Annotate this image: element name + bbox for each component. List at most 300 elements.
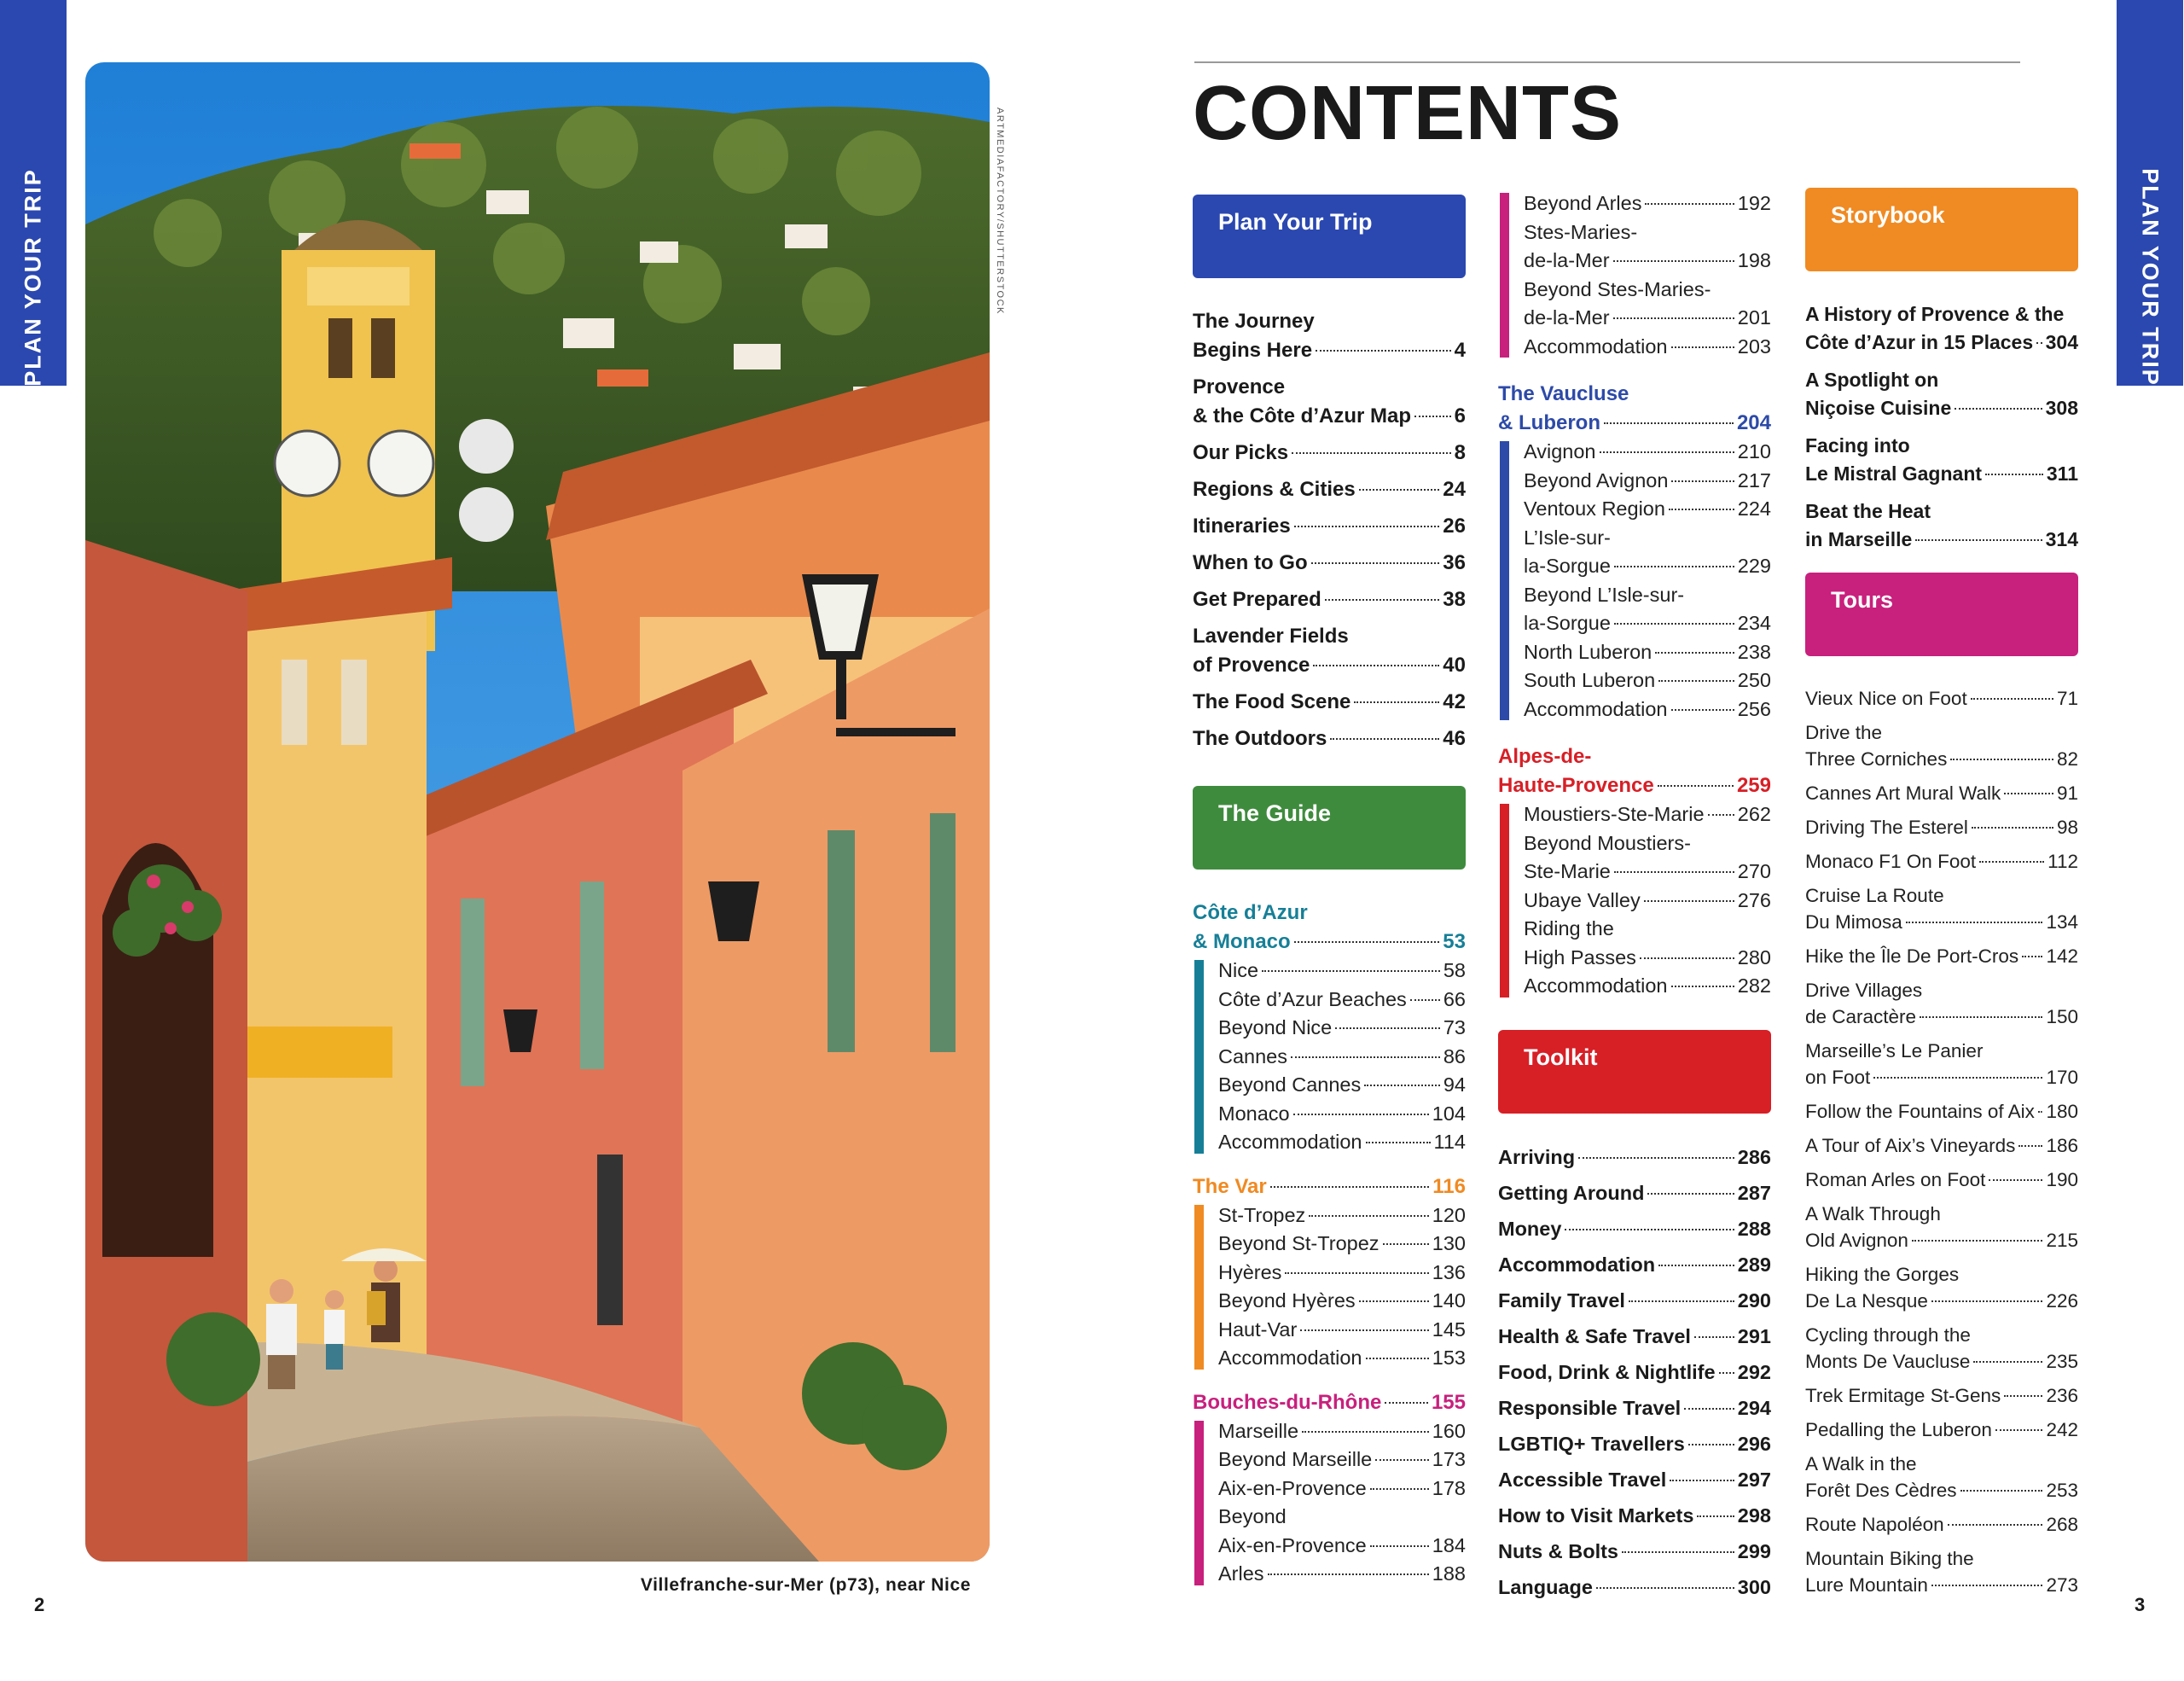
region-subitem (1524, 495, 1771, 524)
leader-dots (1906, 922, 2043, 923)
entry-label: in Marseille (1805, 528, 1913, 550)
entry-label: Marseille (1218, 1419, 1299, 1442)
leader-dots (1604, 422, 1734, 424)
entry-page: 286 (1737, 1145, 1771, 1168)
entry-label: Route Napoléon (1805, 1514, 1944, 1535)
entry-label: Beyond Arles (1524, 192, 1642, 214)
entry-line (1498, 1573, 1771, 1602)
entry-label: la-Sorgue (1524, 612, 1611, 634)
entry-text-line: Hiking the Gorges (1805, 1264, 1960, 1285)
entry-line (1218, 1071, 1466, 1100)
leader-dots (1989, 1179, 2042, 1181)
leader-dots (1370, 1545, 1429, 1547)
side-tab-left-label: PLAN YOUR TRIP (20, 168, 46, 387)
entry-page: 40 (1443, 654, 1466, 677)
entry-page: 242 (2046, 1419, 2078, 1440)
region-title (1193, 1172, 1466, 1201)
tour-entry (1805, 719, 2078, 772)
entry-page: 116 (1432, 1174, 1466, 1198)
tour-entry (1805, 1545, 2078, 1598)
entry-label: Beyond Nice (1218, 1016, 1333, 1038)
entry-line (1805, 1003, 2078, 1030)
leader-dots (2022, 956, 2042, 957)
region-subitem (1524, 829, 1771, 887)
entry-page: 304 (2045, 331, 2078, 353)
toolkit-header: Toolkit (1498, 1030, 1771, 1114)
region-subitem (1218, 1100, 1466, 1129)
entry-page: 253 (2046, 1480, 2078, 1501)
toolkit-entry (1498, 1537, 1771, 1566)
region-bouches-du-rhone (1193, 1388, 1466, 1589)
plan-entry (1193, 622, 1466, 680)
leader-dots (1973, 1361, 2042, 1363)
entry-page: 160 (1432, 1419, 1466, 1442)
entry-label: Language (1498, 1575, 1593, 1598)
entry-page: 38 (1443, 588, 1466, 611)
leader-dots (1383, 1243, 1429, 1245)
entry-label: & Luberon (1498, 411, 1600, 434)
entry-label: When to Go (1193, 551, 1308, 574)
entry-line (1193, 439, 1466, 468)
tour-entry (1805, 780, 2078, 806)
entry-page: 280 (1737, 945, 1771, 968)
toolkit-entry (1498, 1429, 1771, 1458)
region-subitem (1524, 581, 1771, 638)
leader-dots (1600, 451, 1734, 453)
leader-dots (1294, 526, 1440, 527)
entry-line (1218, 1259, 1466, 1288)
region-alpes (1498, 742, 1771, 1001)
entry-page: 273 (2046, 1574, 2078, 1596)
entry-line (1805, 1348, 2078, 1375)
entry-page: 229 (1737, 555, 1771, 577)
entry-text-line: Cruise La Route (1805, 885, 1944, 906)
entry-page: 236 (2046, 1385, 2078, 1406)
leader-dots (1614, 871, 1734, 873)
region-cote-azur (1193, 899, 1466, 1157)
leader-dots (1655, 652, 1734, 654)
entry-line (1805, 1227, 2078, 1253)
entry-label: Cannes (1218, 1044, 1287, 1067)
entry-page: 290 (1737, 1288, 1771, 1312)
entry-label: Beyond St-Tropez (1218, 1232, 1380, 1254)
entry-page: 136 (1432, 1260, 1466, 1283)
region-title (1498, 380, 1771, 438)
entry-label: de-la-Mer (1524, 306, 1610, 329)
tour-entry (1805, 1382, 2078, 1409)
entry-page: 291 (1737, 1324, 1771, 1347)
plan-your-trip-header: Plan Your Trip (1193, 195, 1466, 278)
leader-dots (1366, 1358, 1429, 1359)
tour-entry (1805, 943, 2078, 969)
leader-dots (1335, 1027, 1440, 1029)
leader-dots (1671, 986, 1734, 987)
tour-entry (1805, 882, 2078, 935)
leader-dots (1708, 814, 1734, 816)
entry-line (1193, 1172, 1466, 1201)
leader-dots (1912, 1240, 2043, 1242)
entry-label: Ste-Marie (1524, 860, 1611, 882)
entry-line (1193, 585, 1466, 614)
entry-page: 86 (1443, 1044, 1466, 1067)
entry-line (1193, 688, 1466, 717)
tour-entry (1805, 1511, 2078, 1538)
entry-page: 134 (2046, 911, 2078, 933)
entry-line (1498, 1178, 1771, 1207)
leader-dots (1375, 1459, 1429, 1461)
entry-page: 120 (1432, 1203, 1466, 1226)
tour-entry (1805, 1166, 2078, 1193)
region-subitem (1218, 1287, 1466, 1316)
tour-entry (1805, 1451, 2078, 1504)
toolkit-entry (1498, 1178, 1771, 1207)
entry-line (1524, 467, 1771, 496)
entry-line (1218, 1287, 1466, 1316)
entry-line (1498, 1429, 1771, 1458)
region-subitem (1218, 1503, 1466, 1560)
entry-page: 238 (1737, 640, 1771, 663)
entry-label: Trek Ermitage St-Gens (1805, 1385, 2001, 1406)
entry-page: 298 (1737, 1504, 1771, 1527)
entry-label: Haut-Var (1218, 1317, 1298, 1341)
region-subitem (1218, 1014, 1466, 1043)
toolkit-entry (1498, 1322, 1771, 1351)
entry-label: Hyères (1218, 1260, 1282, 1283)
entry-text-line: A Spotlight on (1805, 369, 1939, 391)
entry-line (1498, 1393, 1771, 1422)
tour-entry (1805, 1261, 2078, 1314)
region-subitem (1218, 1043, 1466, 1072)
entry-page: 73 (1443, 1016, 1466, 1038)
entry-label: Arles (1218, 1562, 1264, 1585)
leader-dots (2018, 1145, 2042, 1147)
region-color-bar (1194, 960, 1204, 1154)
entry-page: 130 (1432, 1232, 1466, 1254)
entry-line (1524, 552, 1771, 581)
region-subitem (1218, 1071, 1466, 1100)
entry-page: 276 (1737, 888, 1771, 911)
region-subitem (1524, 666, 1771, 695)
region-subitem (1218, 1259, 1466, 1288)
entry-label: & Monaco (1193, 930, 1291, 953)
region-title (1193, 1388, 1466, 1417)
entry-line (1524, 887, 1771, 916)
region-color-bar (1194, 1421, 1204, 1585)
entry-label: Monaco (1218, 1102, 1290, 1125)
leader-dots (1309, 1215, 1428, 1217)
leader-dots (1293, 1114, 1429, 1115)
entry-page: 300 (1737, 1575, 1771, 1598)
entry-line (1524, 438, 1771, 467)
entry-page: 42 (1443, 690, 1466, 713)
entry-label: Itineraries (1193, 515, 1291, 538)
leader-dots (1385, 1402, 1428, 1404)
storybook-entry (1805, 497, 2078, 554)
region-subitem (1524, 800, 1771, 829)
leader-dots (1920, 1016, 2042, 1018)
entry-label: Beyond Avignon (1524, 468, 1669, 492)
region-subitem (1218, 1316, 1466, 1345)
entry-label: Monts De Vaucluse (1805, 1351, 1971, 1372)
entry-page: 155 (1431, 1390, 1466, 1414)
entry-page: 262 (1737, 803, 1771, 825)
entry-line (1193, 928, 1466, 957)
entry-text-line: Alpes-de- (1498, 745, 1592, 768)
entry-line (1218, 1043, 1466, 1072)
tour-entry (1805, 1132, 2078, 1159)
entry-page: 8 (1454, 441, 1466, 464)
entry-page: 217 (1737, 468, 1771, 492)
entry-label: of Provence (1193, 654, 1310, 677)
entry-text-line: The Journey (1193, 310, 1315, 333)
entry-line (1218, 1316, 1466, 1345)
entry-label: Beyond Hyères (1218, 1289, 1356, 1312)
leader-dots (1565, 1229, 1734, 1230)
entry-page: 198 (1737, 249, 1771, 271)
entry-line (1805, 526, 2078, 554)
tour-entry (1805, 977, 2078, 1030)
column-3 (1805, 188, 2078, 1606)
leader-dots (1671, 346, 1734, 348)
entry-page: 82 (2056, 748, 2078, 770)
entry-label: Our Picks (1193, 441, 1289, 464)
entry-label: la-Sorgue (1524, 555, 1611, 577)
entry-page: 58 (1443, 959, 1466, 981)
region-subitem (1524, 972, 1771, 1001)
region-subitem (1218, 1344, 1466, 1373)
leader-dots (1915, 539, 2042, 541)
the-guide-header: The Guide (1193, 786, 1466, 870)
region-subitem (1524, 467, 1771, 496)
leader-dots (1971, 698, 2053, 700)
leader-dots (1613, 260, 1734, 262)
entry-page: 256 (1737, 697, 1771, 720)
entry-page: 294 (1737, 1396, 1771, 1419)
region-subitem (1218, 957, 1466, 986)
entry-label: Lure Mountain (1805, 1574, 1928, 1596)
leader-dots (1640, 957, 1734, 959)
plan-entry (1193, 475, 1466, 504)
toolkit-entry (1498, 1393, 1771, 1422)
entry-label: Ubaye Valley (1524, 888, 1641, 911)
entry-label: Aix-en-Provence (1218, 1476, 1367, 1499)
entry-line (1805, 1288, 2078, 1314)
region-subitems (1193, 957, 1466, 1157)
entry-line (1524, 944, 1771, 973)
entry-label: Accommodation (1524, 974, 1668, 997)
entry-line (1498, 1250, 1771, 1279)
entry-line (1805, 943, 2078, 969)
entry-page: 204 (1736, 411, 1771, 434)
entry-label: Haute-Provence (1498, 774, 1654, 797)
entry-label: Getting Around (1498, 1181, 1645, 1204)
leader-dots (1359, 489, 1440, 491)
region-subitem (1524, 218, 1771, 276)
plan-your-trip-list (1193, 307, 1466, 753)
tour-entry (1805, 848, 2078, 875)
photo-credit: ARTMEDIAFACTORY/SHUTTERSTOCK (995, 108, 1005, 315)
entry-label: Begins Here (1193, 339, 1313, 362)
leader-dots (1670, 1480, 1734, 1481)
entry-line (1524, 666, 1771, 695)
plan-entry (1193, 724, 1466, 753)
entry-text-line: Beyond Moustiers- (1524, 831, 1691, 854)
entry-line (1805, 814, 2078, 840)
entry-page: 6 (1454, 404, 1466, 428)
tour-entry (1805, 1322, 2078, 1375)
entry-line (1498, 409, 1771, 438)
leader-dots (1658, 680, 1734, 682)
region-title (1498, 742, 1771, 800)
entry-line (1524, 304, 1771, 333)
leader-dots (1669, 509, 1734, 510)
leader-dots (1688, 1444, 1734, 1445)
region-subitem (1524, 915, 1771, 972)
entry-text-line: Drive the (1805, 722, 1883, 743)
villefranche-photo (85, 62, 990, 1562)
entry-text-line: Riding the (1524, 917, 1614, 939)
entry-label: Health & Safe Travel (1498, 1324, 1691, 1347)
leader-dots (1262, 970, 1440, 972)
entry-text-line: Beyond Stes-Maries- (1524, 277, 1711, 300)
tour-entry (1805, 1038, 2078, 1091)
leader-dots (2036, 342, 2042, 344)
entry-page: 299 (1737, 1539, 1771, 1562)
entry-page: 234 (1737, 612, 1771, 634)
leader-dots (1931, 1300, 2043, 1302)
leader-dots (1292, 452, 1451, 454)
entry-line (1805, 329, 2078, 357)
entry-text-line: Côte d’Azur (1193, 901, 1308, 924)
entry-page: 184 (1432, 1533, 1466, 1556)
leader-dots (1960, 1490, 2043, 1492)
entry-label: Old Avignon (1805, 1230, 1908, 1251)
entry-page: 114 (1433, 1131, 1466, 1153)
toolkit-entry (1498, 1250, 1771, 1279)
entry-line (1524, 858, 1771, 887)
entry-label: Beyond Cannes (1218, 1073, 1362, 1096)
leader-dots (1268, 1573, 1429, 1575)
entry-page: 224 (1737, 497, 1771, 520)
entry-label: Follow the Fountains of Aix (1805, 1101, 2035, 1122)
leader-dots (1325, 599, 1440, 601)
entry-page: 287 (1737, 1181, 1771, 1204)
entry-page: 250 (1737, 669, 1771, 691)
entry-label: Cannes Art Mural Walk (1805, 782, 2001, 804)
tours-list (1805, 685, 2078, 1598)
entry-line (1498, 1465, 1771, 1494)
entry-page: 173 (1432, 1448, 1466, 1470)
entry-label: The Outdoors (1193, 727, 1327, 750)
leader-dots (1311, 562, 1440, 564)
entry-label: De La Nesque (1805, 1290, 1928, 1312)
entry-page: 311 (2046, 462, 2078, 485)
storybook-entry (1805, 432, 2078, 488)
entry-label: Money (1498, 1217, 1562, 1240)
entry-page: 297 (1737, 1468, 1771, 1491)
page-number-left: 2 (34, 1594, 45, 1615)
entry-page: 180 (2046, 1101, 2078, 1122)
toolkit-entry (1498, 1501, 1771, 1530)
leader-dots (1316, 350, 1451, 352)
leader-dots (1354, 701, 1439, 703)
region-subitem (1218, 1475, 1466, 1504)
entry-line (1218, 1230, 1466, 1259)
entry-text-line: A Walk Through (1805, 1203, 1941, 1224)
entry-line (1524, 800, 1771, 829)
entry-label: A Tour of Aix’s Vineyards (1805, 1135, 2016, 1156)
entry-page: 24 (1443, 478, 1466, 501)
entry-page: 282 (1737, 974, 1771, 997)
entry-page: 104 (1432, 1102, 1466, 1125)
entry-line (1524, 495, 1771, 524)
entry-label: Responsible Travel (1498, 1396, 1682, 1419)
region-var (1193, 1172, 1466, 1373)
entry-label: de-la-Mer (1524, 249, 1610, 271)
entry-line (1498, 1537, 1771, 1566)
entry-page: 4 (1454, 339, 1466, 362)
entry-line (1193, 336, 1466, 365)
entry-label: Regions & Cities (1193, 478, 1356, 501)
entry-line (1218, 1100, 1466, 1129)
leader-dots (1694, 1336, 1734, 1338)
entry-page: 112 (2048, 851, 2078, 872)
entry-line (1498, 1143, 1771, 1172)
leader-dots (1671, 709, 1734, 711)
entry-line (1193, 651, 1466, 680)
entry-page: 91 (2056, 782, 2078, 804)
entry-label: Côte d’Azur Beaches (1218, 987, 1407, 1010)
entry-label: Accommodation (1218, 1131, 1362, 1153)
leader-dots (1719, 1372, 1734, 1374)
region-subitem (1524, 887, 1771, 916)
entry-text-line: Lavender Fields (1193, 625, 1349, 648)
entry-page: 71 (2056, 688, 2078, 709)
entry-label: Forêt Des Cèdres (1805, 1480, 1957, 1501)
entry-label: Accessible Travel (1498, 1468, 1667, 1491)
entry-page: 203 (1737, 334, 1771, 358)
region-subitem (1524, 695, 1771, 724)
entry-page: 186 (2046, 1135, 2078, 1156)
side-tab-right (2117, 0, 2183, 386)
plan-entry (1193, 373, 1466, 431)
entry-page: 292 (1737, 1360, 1771, 1383)
entry-page: 26 (1443, 515, 1466, 538)
entry-page: 210 (1737, 440, 1771, 462)
entry-label: Aix-en-Provence (1218, 1533, 1367, 1556)
leader-dots (1291, 1056, 1440, 1058)
plan-entry (1193, 512, 1466, 541)
leader-dots (2004, 793, 2053, 794)
toolkit-entry (1498, 1286, 1771, 1315)
plan-entry (1193, 307, 1466, 365)
plan-entry (1193, 439, 1466, 468)
entry-line (1193, 402, 1466, 431)
leader-dots (1285, 1272, 1428, 1274)
entry-page: 188 (1432, 1562, 1466, 1585)
leader-dots (1671, 480, 1734, 482)
entry-line (1805, 1382, 2078, 1409)
entry-label: & the Côte d’Azur Map (1193, 404, 1411, 428)
leader-dots (1645, 203, 1734, 205)
leader-dots (1644, 900, 1734, 902)
region-title (1193, 899, 1466, 957)
storybook-entry (1805, 300, 2078, 357)
region-subitem (1524, 524, 1771, 581)
photo-caption: Villefranche-sur-Mer (p73), near Nice (640, 1575, 971, 1595)
entry-label: Hike the Île De Port-Cros (1805, 945, 2019, 967)
tour-entry (1805, 814, 2078, 840)
